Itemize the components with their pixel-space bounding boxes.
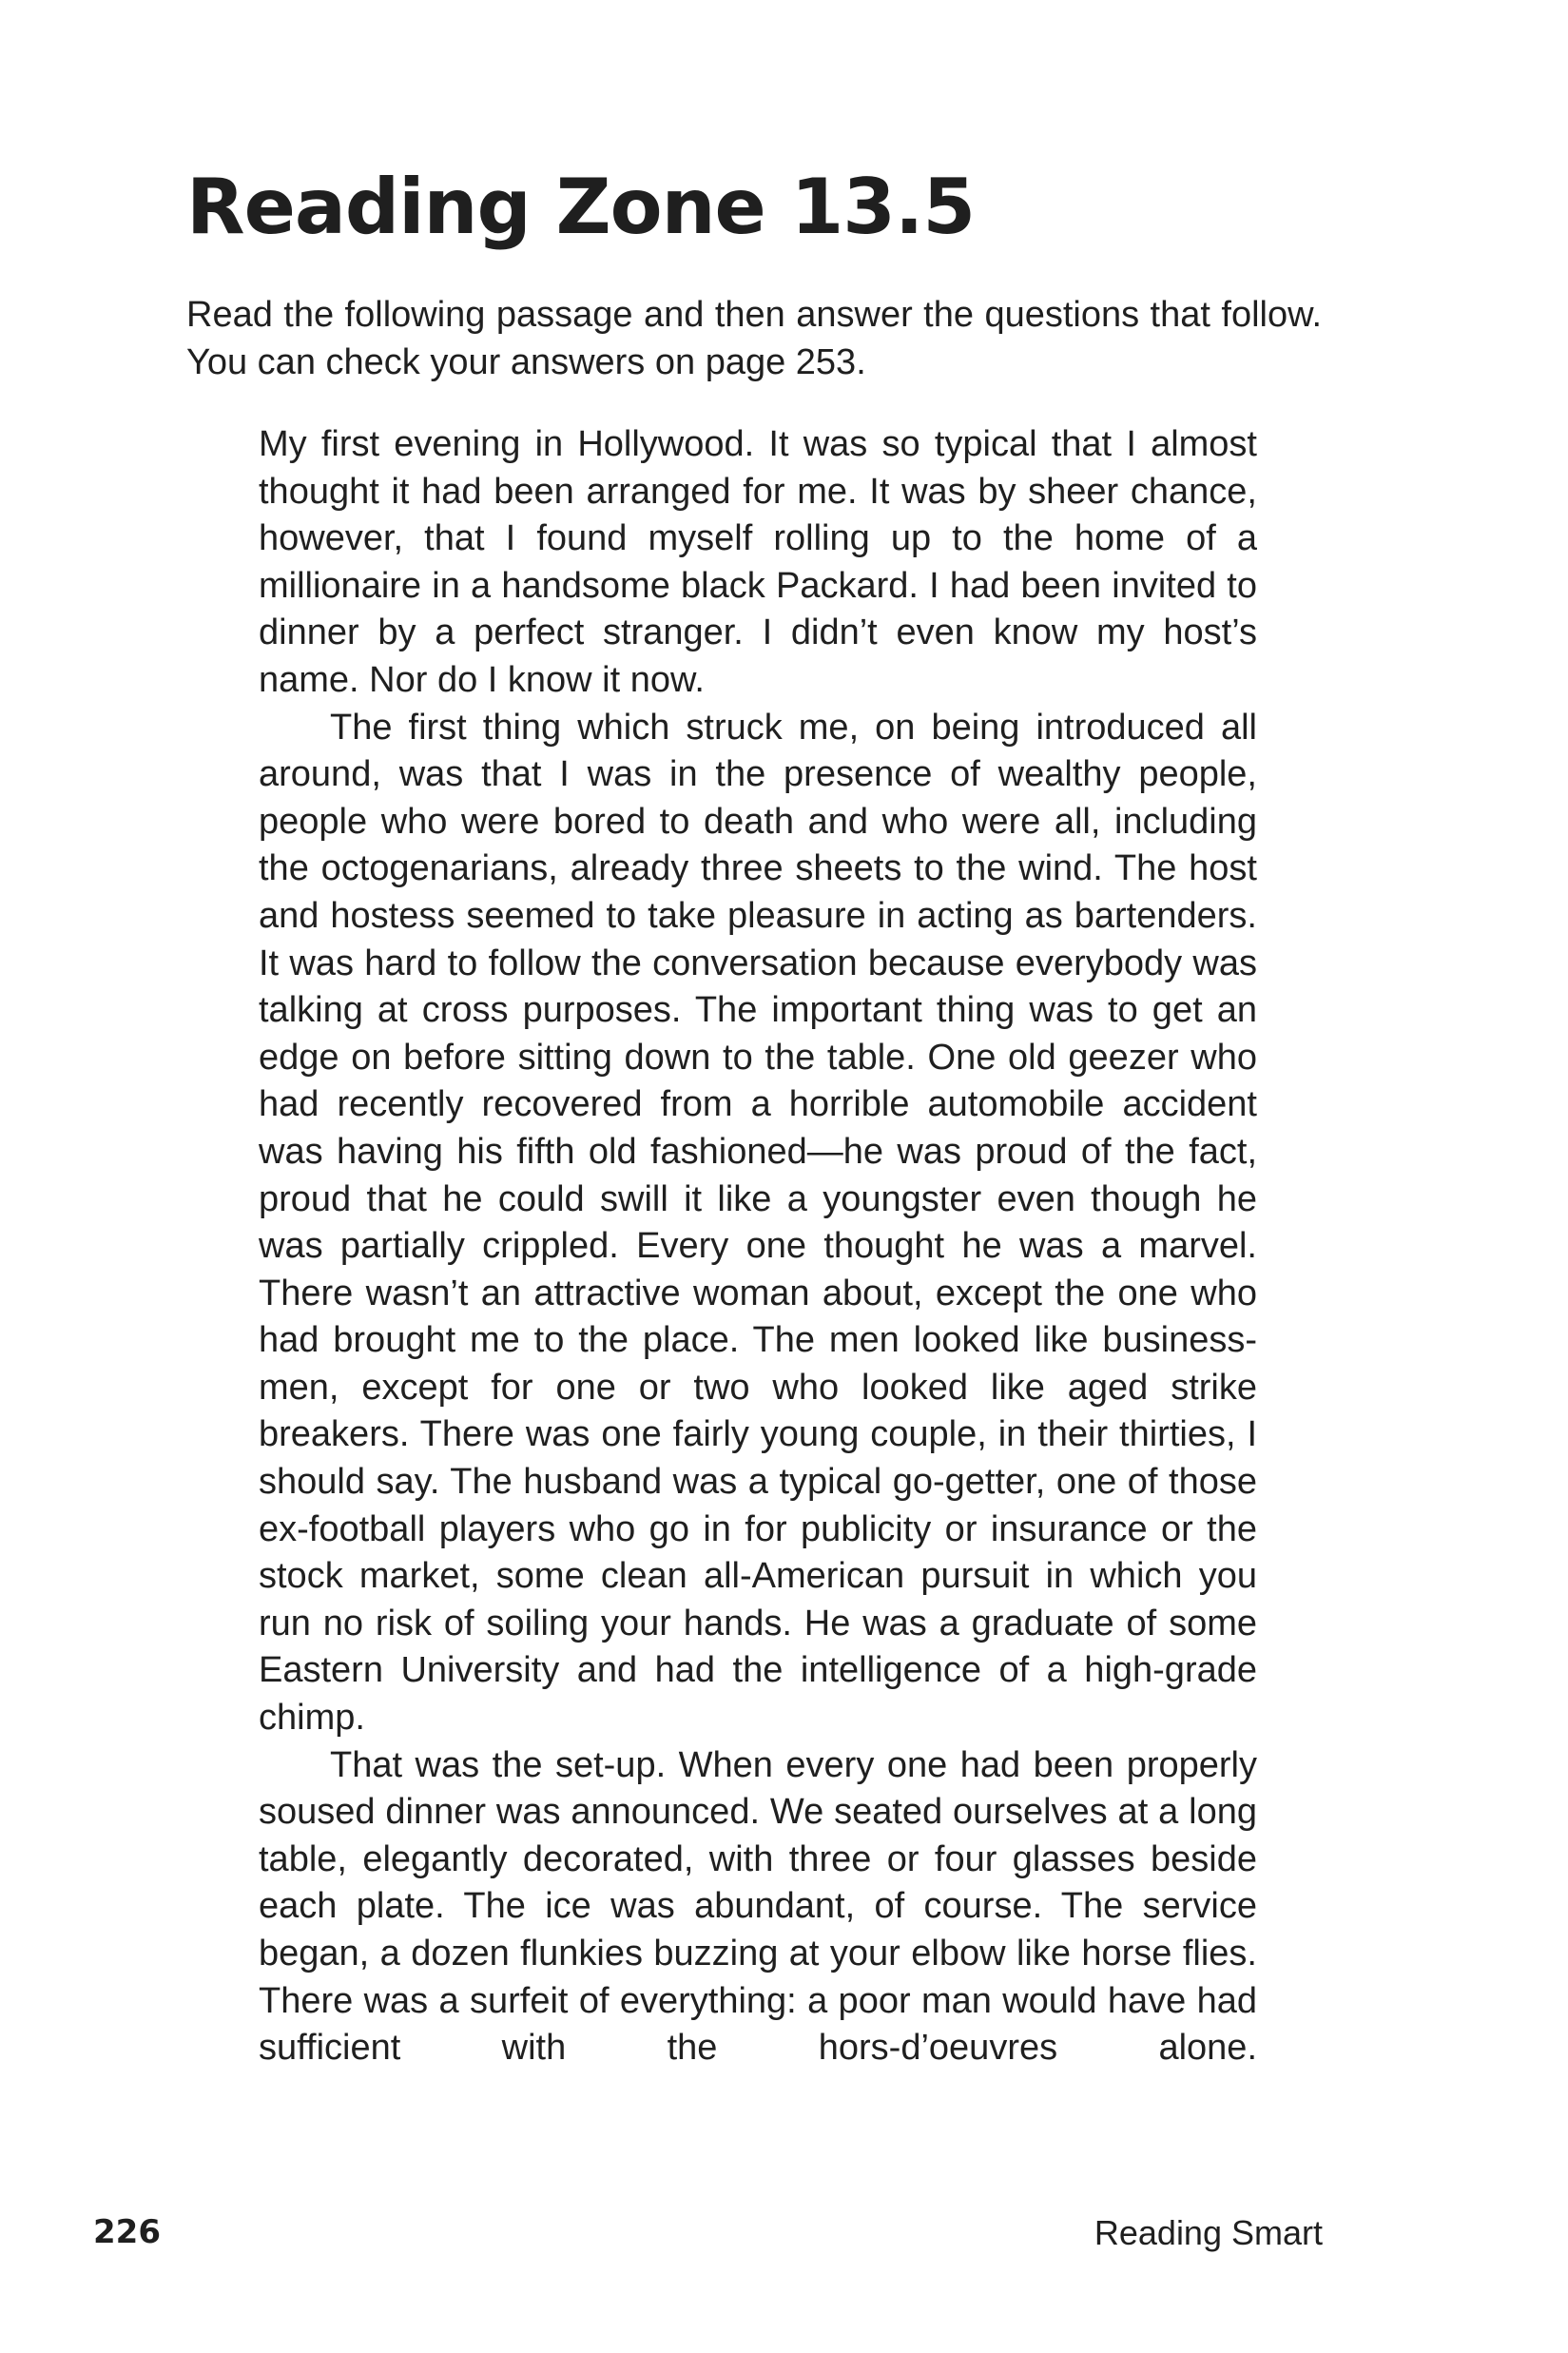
- running-footer-title: Reading Smart: [1094, 2213, 1323, 2252]
- reading-passage: [259, 421, 1257, 2072]
- page-number: 226: [93, 2213, 161, 2251]
- section-title: Reading Zone 13.5: [186, 163, 976, 251]
- passage-paragraph: My first evening in Hollywood. It was so typical that I almost thought it had been arranged for me. It was by sheer chance, however, that I found myself rolling up to the home of a millionaire in a handsome black Packard. I had been invited to dinner by a perfect stranger. I didn’t even know my host’s name. Nor do I know it now.: [259, 424, 1257, 700]
- instructions-text: Read the following passage and then answer the questions that follow. You can check your answers on page 253.: [186, 295, 1322, 382]
- passage-paragraph: That was the set-up. When every one had been properly soused dinner was announced. We seated ourselves at a long table, elegantly decorated, with three or four glasses beside each plate. The ice was abundant, of course. The service began, a dozen flunkies buzzing at your elbow like horse flies. There was a surfeit of everything: a poor man would have had sufficient with the hors-d’oeuvres alone.: [259, 1744, 1257, 2069]
- passage-paragraph: The first thing which struck me, on being introduced all around, was that I was in the presence of wealthy people, people who were bored to death and who were all, including the octogenarians, already three sheets to the wind. The host and hostess seemed to take pleasure in acting as bartenders. It was hard to follow the conversation because everybody was talking at cross purposes. The important thing was to get an edge on before sitting down to the table. One old geezer who had recently recovered from a horrible automobile accident was having his fifth old fashioned—he was proud of the fact, proud that he could swill it like a youngster even though he was partially crippled. Every one thought he was a marvel. There wasn’t an attractive woman about, except the one who had brought me to the place. The men looked like businessmen, except for one or two who looked like aged strike breakers. There was one fairly young couple, in their thirties, I should say. The husband was a typical go-getter, one of those ex-football players who go in for publicity or insurance or the stock market, some clean all-American pursuit in which you run no risk of soiling your hands. He was a graduate of some Eastern University and had the intelligence of a high-grade chimp.: [259, 707, 1257, 1739]
